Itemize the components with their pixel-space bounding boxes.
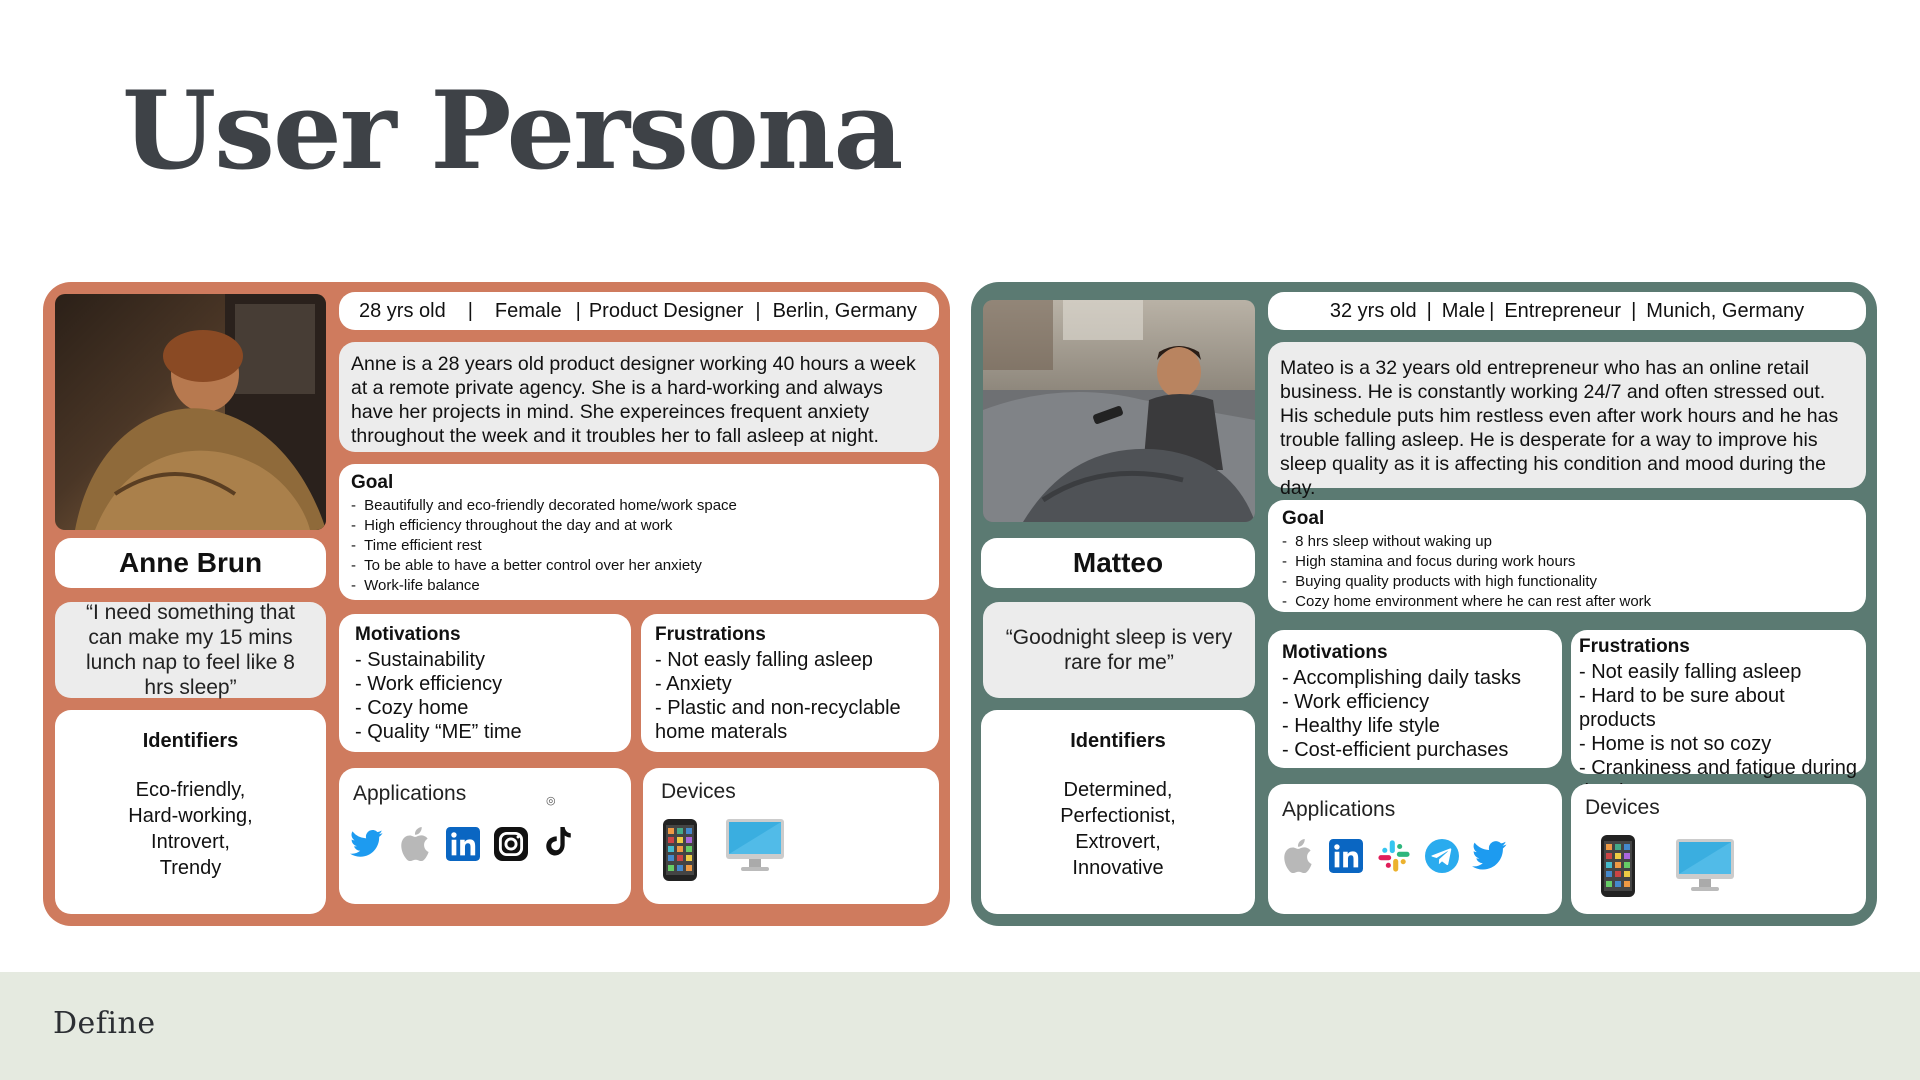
telegram-icon [1424,838,1460,874]
persona-job: Entrepreneur [1504,299,1622,322]
frustration-item: - Anxiety [655,672,925,696]
goal-box [339,464,939,600]
twitter-icon [349,826,385,862]
identifiers-list [981,777,1255,881]
persona-info-bar [1268,292,1866,330]
persona-quote: “Goodnight sleep is very rare for me” [1005,626,1233,674]
applications-box [339,768,631,904]
apple-icon [1280,838,1316,874]
footer-bar [0,972,1920,1080]
identifier-item: Innovative [1072,857,1164,879]
applications-heading: Applications [1282,798,1396,821]
persona-name-box [55,538,326,588]
identifiers-box [55,710,326,914]
slack-icon [1376,838,1412,874]
identifiers-heading: Identifiers [1070,730,1166,752]
devices-box [1571,784,1866,914]
devices-heading: Devices [661,780,736,803]
separator: | [755,299,761,322]
frustration-item: - Not easly falling asleep [655,648,925,672]
apple-icon [397,826,433,862]
goal-item: - Time efficient rest [351,536,927,556]
motivation-item: - Accomplishing daily tasks [1282,666,1548,690]
persona-age: 28 yrs old [359,299,446,322]
phone-icon [661,818,699,887]
goal-list [351,496,927,596]
persona-gender: Female [494,299,562,322]
separator: | [467,299,473,322]
page-title: User Persona [122,68,902,194]
motivation-item: - Cost-efficient purchases [1282,738,1548,762]
frustration-item: - Plastic and non-recyclable home materals [655,696,925,744]
persona-location: Munich, Germany [1646,299,1805,322]
linkedin-icon [1328,838,1364,874]
motivations-box [339,614,631,752]
devices-box [643,768,939,904]
frustration-item: - Hard to be sure about products [1579,684,1858,732]
motivations-heading: Motivations [1282,642,1388,663]
persona-name: Matteo [1072,547,1164,578]
persona-description-box [1268,342,1866,499]
persona-age: 32 yrs old [1329,299,1417,322]
motivation-item: - Sustainability [355,648,615,672]
persona-photo [983,300,1255,522]
frustrations-heading: Frustrations [655,624,766,645]
persona-info-bar [339,292,939,330]
frustrations-box [641,614,939,752]
frustrations-list [1579,660,1858,804]
persona-quote-box [55,602,326,698]
twitter-icon [1472,838,1508,874]
goal-heading: Goal [351,472,394,493]
persona-card-matteo [971,282,1877,926]
frustrations-box [1571,630,1866,779]
persona-name-box [981,538,1255,588]
instagram-icon [493,826,529,862]
persona-description: Anne is a 28 years old product designer working 40 hours a week at a remote private agency. She is a hard-working and always have her projects in mind. She expereinces frequent anxiety throughout the week and it troubles her to fall asleep at night. [351,353,916,447]
separator: | [1489,299,1495,322]
motivations-box [1268,630,1562,768]
persona-gender: Male [1441,299,1486,322]
goal-item: - To be able to have a better control over her anxiety [351,556,927,576]
frustration-item: - Home is not so cozy [1579,732,1858,756]
motivations-list [355,648,615,744]
separator: | [1426,299,1432,322]
phone-icon [1599,834,1637,903]
identifier-item: Trendy [159,857,222,879]
identifier-item: Extrovert, [1075,831,1161,853]
separator: | [1631,299,1637,322]
persona-quote: “I need something that can make my 15 mins lunch nap to feel like 8 hrs sleep” [86,601,295,699]
motivation-item: - Quality “ME” time [355,720,615,744]
applications-icons [1280,838,1508,874]
motivation-item: - Cozy home [355,696,615,720]
man-on-sofa-image [983,300,1255,522]
identifier-item: Determined, [1063,779,1173,801]
tiktok-icon [541,826,577,862]
goal-heading: Goal [1282,508,1325,529]
applications-box [1268,784,1562,914]
goal-item: - High stamina and focus during work hours [1282,552,1852,572]
footer-label: Define [53,1006,156,1041]
identifiers-box [981,710,1255,914]
motivations-heading: Motivations [355,624,461,645]
persona-name: Anne Brun [118,547,263,578]
goal-item: - Work-life balance [351,576,927,596]
motivations-list [1282,666,1548,762]
frustration-item: - Crankiness and fatigue during [1579,756,1858,804]
motivation-item: - Healthy life style [1282,714,1548,738]
persona-description-box [339,342,939,452]
frustrations-list [655,648,925,744]
frustrations-heading: Frustrations [1579,636,1690,657]
goal-list [1282,532,1852,612]
persona-photo [55,294,326,530]
separator: | [575,299,581,322]
identifiers-heading: Identifiers [142,730,239,752]
woman-in-blanket-image [55,294,326,530]
motivation-item: - Work efficiency [1282,690,1548,714]
frustration-item: - Not easily falling asleep [1579,660,1858,684]
goal-item: - Beautifully and eco-friendly decorated home/work space [351,496,927,516]
identifier-item: Hard-working, [128,805,253,827]
identifier-item: Introvert, [151,831,230,853]
desktop-icon [1675,838,1735,899]
applications-heading: Applications [353,782,467,805]
linkedin-icon [445,826,481,862]
goal-item: - Buying quality products with high functionality [1282,572,1852,592]
motivation-item: - Work efficiency [355,672,615,696]
persona-description: Mateo is a 32 years old entrepreneur who has an online retail business. He is constantly working 24/7 and often stressed out. His schedule puts him restless even after work hours and he has trouble falling asleep. He is desperate for a way to improve his sleep quality as it is affecting his condition and mood during the day. [1280,357,1839,499]
applications-icons [349,826,577,862]
devices-heading: Devices [1585,796,1660,819]
persona-location: Berlin, Germany [772,299,918,322]
persona-card-anne [43,282,950,926]
goal-item: - Cozy home environment where he can rest after work [1282,592,1852,612]
identifiers-list [55,777,326,881]
desktop-icon [725,818,785,879]
goal-item: - 8 hrs sleep without waking up [1282,532,1852,552]
persona-quote-box [983,602,1255,698]
goal-item: - High efficiency throughout the day and at work [351,516,927,536]
identifier-item: Eco-friendly, [135,779,246,801]
persona-job: Product Designer [588,299,744,322]
small-instagram-mark-icon: ◎ [546,795,556,807]
goal-box [1268,500,1866,612]
identifier-item: Perfectionist, [1060,805,1176,827]
